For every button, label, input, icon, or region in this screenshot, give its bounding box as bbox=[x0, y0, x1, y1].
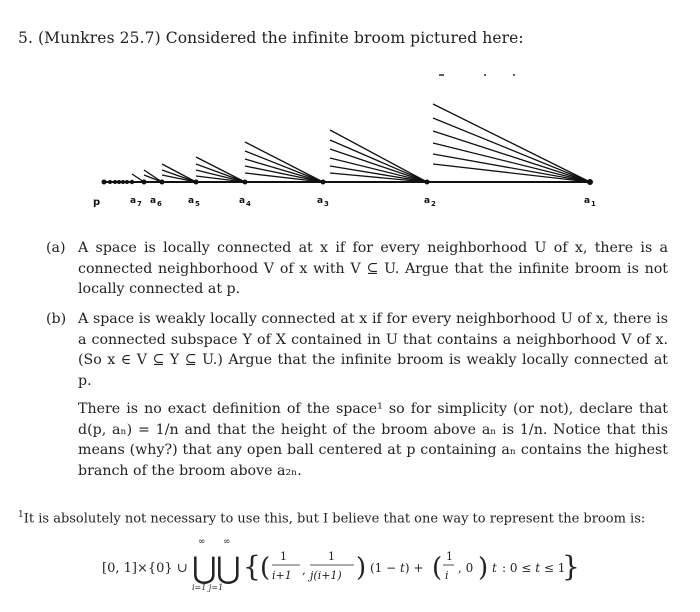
svg-text:, 0: , 0 bbox=[458, 561, 474, 575]
broom-branch-a2 bbox=[330, 130, 427, 182]
svg-text:i: i bbox=[445, 569, 449, 582]
label-a3: a bbox=[317, 196, 324, 206]
svg-text:∞: ∞ bbox=[223, 537, 231, 547]
svg-text:4: 4 bbox=[246, 200, 251, 208]
broom-branch-a3 bbox=[245, 142, 323, 182]
item-b-text: A space is weakly locally connected at x if for every neighborhood U of x, there is a connected subspace Y of X contained in U that contains a neighborhood V of x. (So x ∈ V ⊆ Y ⊆ U.) Argue that the infinite broom is weakly locally connected at p. bbox=[78, 311, 668, 389]
problem-heading: 5. (Munkres 25.7) Considered the infinite broom pictured here: bbox=[18, 29, 524, 47]
svg-text:⋃: ⋃ bbox=[216, 551, 241, 586]
footnote-text: It is absolutely not necessary to use this, but I believe that one way to represent the broom is: bbox=[23, 511, 646, 527]
broom-figure bbox=[0, 60, 700, 220]
svg-text:(1 − t) +: (1 − t) + bbox=[370, 561, 424, 575]
footnote bbox=[18, 510, 678, 526]
svg-text:2: 2 bbox=[431, 200, 436, 208]
item-a bbox=[46, 238, 676, 308]
svg-text:7: 7 bbox=[137, 200, 142, 208]
svg-text:1: 1 bbox=[446, 550, 453, 563]
svg-text:5: 5 bbox=[195, 200, 200, 208]
svg-text:i+1: i+1 bbox=[272, 569, 292, 582]
svg-text:6: 6 bbox=[157, 200, 162, 208]
svg-text:: 0 ≤ t ≤ 1: : 0 ≤ t ≤ 1 bbox=[502, 561, 566, 575]
svg-text:∞: ∞ bbox=[198, 537, 206, 547]
label-a7: a bbox=[130, 196, 137, 206]
item-b-label: (b) bbox=[46, 311, 67, 327]
svg-text:i=1 j=1: i=1 j=1 bbox=[192, 583, 224, 592]
svg-text:1: 1 bbox=[328, 550, 335, 563]
label-a1: a bbox=[584, 196, 591, 206]
svg-text:{: { bbox=[243, 550, 261, 583]
broom-branch-a1 bbox=[427, 104, 590, 182]
note-paragraph: There is no exact definition of the space¹ so for simplicity (or not), declare that d(p, aₙ) = 1/n and that the height of the broom above aₙ is 1/n. Notice that this means (why?) that any open ball centered at p containing aₙ contains the highest branch of the broom above a₂ₙ. bbox=[78, 401, 668, 479]
broom-diagram bbox=[0, 60, 700, 220]
label-a2: a bbox=[424, 196, 431, 206]
svg-text:1: 1 bbox=[280, 550, 287, 563]
svg-text:): ) bbox=[478, 553, 489, 583]
broom-formula bbox=[80, 528, 640, 598]
svg-text:t: t bbox=[492, 561, 497, 575]
label-a5: a bbox=[188, 196, 195, 206]
svg-text:): ) bbox=[356, 553, 367, 583]
svg-text:j(i+1): j(i+1) bbox=[310, 569, 342, 582]
broom-branch-a4 bbox=[196, 157, 245, 182]
item-a-text: A space is locally connected at x if for every neighborhood U of x, there is a connected neighborhood V of x with V ⊆ U. Argue that the infinite broom is not locally connected at p. bbox=[78, 240, 668, 297]
formula-svg bbox=[80, 528, 640, 598]
svg-text:(: ( bbox=[432, 553, 443, 583]
label-a6: a bbox=[150, 196, 157, 206]
item-a-label: (a) bbox=[46, 240, 66, 256]
label-p: p bbox=[93, 197, 101, 208]
svg-text:[0, 1]×{0} ∪: [0, 1]×{0} ∪ bbox=[102, 561, 188, 576]
svg-text:⋃: ⋃ bbox=[192, 551, 217, 586]
item-b bbox=[46, 309, 676, 399]
svg-text:3: 3 bbox=[324, 200, 329, 208]
svg-text:1: 1 bbox=[591, 200, 596, 208]
broom-branch-a6 bbox=[132, 170, 162, 182]
footnote-marker: 1 bbox=[18, 510, 24, 520]
label-a4: a bbox=[239, 196, 246, 206]
svg-text:,: , bbox=[302, 563, 306, 577]
broom-branch-a5 bbox=[162, 164, 196, 182]
svg-text:(: ( bbox=[260, 553, 271, 583]
svg-text:}: } bbox=[562, 550, 580, 583]
